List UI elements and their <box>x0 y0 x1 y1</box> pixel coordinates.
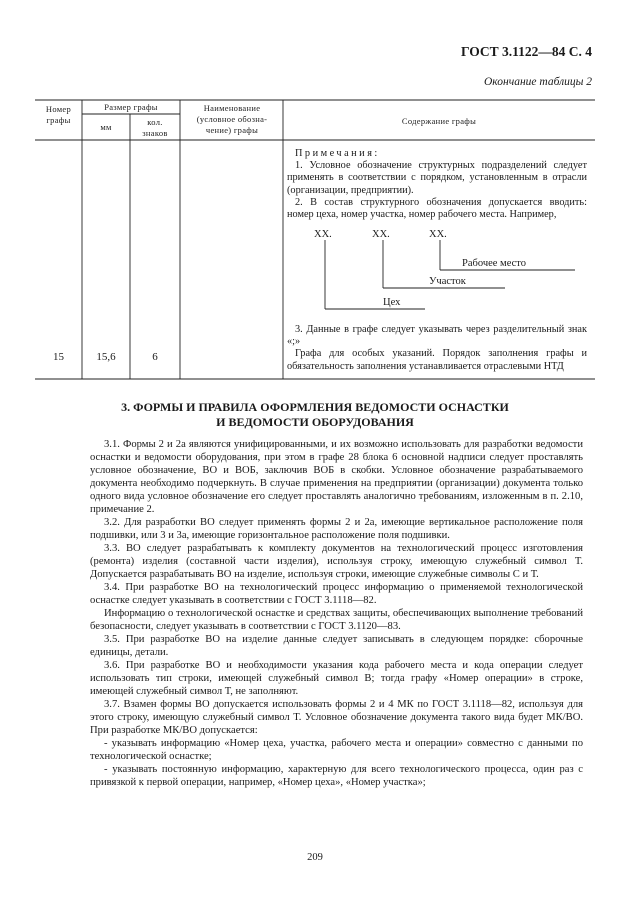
paragraph-3-1: 3.1. Формы 2 и 2а являются унифицированными, и их возможно использовать для разработки ведомости оснастки и ведомости оборудования, при этом в графе 28 блока 6 основной надписи следует проставлять условное обозначение, ВО и ВОБ, заключив ВОБ в скобки. Условное обозначение разрабатываемого документа необходимо подчеркнуть. В случае применения на предприятии (организации) документа только одного вида условное обозначение его следует проставлять аналогично требованиям, изложенным в п. 2.10, примечание 2. <box>90 439 583 515</box>
diagram-code-workplace: XX. <box>429 229 447 240</box>
diagram-code-shop: XX. <box>314 229 332 240</box>
col-header-name: Наименование (условное обозна- чение) графы <box>196 103 268 135</box>
list-item: - указывать информацию «Номер цеха, участка, рабочего места и операции» совместно с данными по технологической оснастке; <box>90 738 583 762</box>
diagram-label-workplace: Рабочее место <box>462 258 526 269</box>
content-notes <box>287 148 587 221</box>
col-header-size: Размер графы <box>104 102 158 112</box>
col-header-size-mm: мм <box>100 122 112 132</box>
row-size-chars: 6 <box>152 351 158 363</box>
section-title <box>0 400 630 430</box>
col-header-content: Содержание графы <box>401 116 477 126</box>
diagram-label-shop: Цех <box>383 297 401 308</box>
body-text <box>90 438 583 789</box>
list-item: - указывать постоянную информацию, характерную для всего технологического процесса, один раз с привязкой к первой операции, например, «Номер цеха», «Номер участка»; <box>90 764 583 788</box>
section-title-line-1: 3. ФОРМЫ И ПРАВИЛА ОФОРМЛЕНИЯ ВЕДОМОСТИ ОСНАСТКИ <box>121 400 509 414</box>
paragraph-3-6: 3.6. При разработке ВО и необходимости указания кода рабочего места и кода операции следует использовать тип строки, имеющей служебный символ В; тогда графу «Номер операции» в строке, имеющей служебный символ Т, не заполняют. <box>90 660 583 697</box>
special-field-description: Графа для особых указаний. Порядок заполнения графы и обязательность заполнения устанавливается отраслевыми НТД <box>287 348 587 372</box>
section-title-line-2: И ВЕДОМОСТИ ОБОРУДОВАНИЯ <box>216 415 414 429</box>
paragraph-3-4-continued: Информацию о технологической оснастке и средствах защиты, обеспечивающих выполнение требований безопасности, следует указывать в соответствии с ГОСТ 3.1120—83. <box>90 608 583 632</box>
paragraph-3-5: 3.5. При разработке ВО на изделие данные следует записывать в следующем порядке: сборочные единицы, детали. <box>90 634 583 658</box>
row-number: 15 <box>53 351 64 363</box>
paragraph-3-3: 3.3. ВО следует разрабатывать к комплекту документов на технологический процесс изготовления (ремонта) изделия (составной части изделия), используя строку, имеющую служебный символ Т. Допускается разрабатывать ВО на изделие, используя строки, имеющие служебные символы С и Т. <box>90 543 583 580</box>
note-2: 2. В состав структурного обозначения допускается вводить: номер цеха, номер участка, номер рабочего места. Например, <box>287 196 587 221</box>
paragraph-3-4: 3.4. При разработке ВО на технологический процесс информацию о применяемой технологической оснастке следует указывать в соответствии с ГОСТ 3.1118—82. <box>90 582 583 606</box>
content-notes-end <box>287 324 587 373</box>
col-header-size-chars: кол. знаков <box>142 117 168 138</box>
diagram-label-section: Участок <box>429 276 466 287</box>
paragraph-3-2: 3.2. Для разработки ВО следует применять формы 2 и 2а, имеющие вертикальное расположение поля подшивки, или 3 и 3а, имеющие горизонтальное расположение поля подшивки. <box>90 517 583 541</box>
page-number: 209 <box>307 852 323 863</box>
row-size-mm: 15,6 <box>96 351 116 363</box>
document-header: ГОСТ 3.1122—84 С. 4 <box>460 44 592 59</box>
col-header-number: Номер графы <box>45 104 72 125</box>
diagram-code-section: XX. <box>372 229 390 240</box>
table-caption: Окончание таблицы 2 <box>484 76 592 88</box>
note-1: 1. Условное обозначение структурных подразделений следует применять в соответствии с порядком, установленным в отрасли (организации, предприятии). <box>287 160 587 196</box>
table-2-end <box>35 96 595 384</box>
paragraph-3-7: 3.7. Взамен формы ВО допускается использовать формы 2 и 4 МК по ГОСТ 3.1118—82, используя для этого строку, имеющую служебный символ Т. Условное обозначение документа такого вида будет МК/ВО. При разработке МК/ВО допускается: <box>90 699 583 736</box>
notes-heading: Примечания: <box>295 148 380 159</box>
note-3: 3. Данные в графе следует указывать через разделительный знак «;» <box>287 324 587 348</box>
